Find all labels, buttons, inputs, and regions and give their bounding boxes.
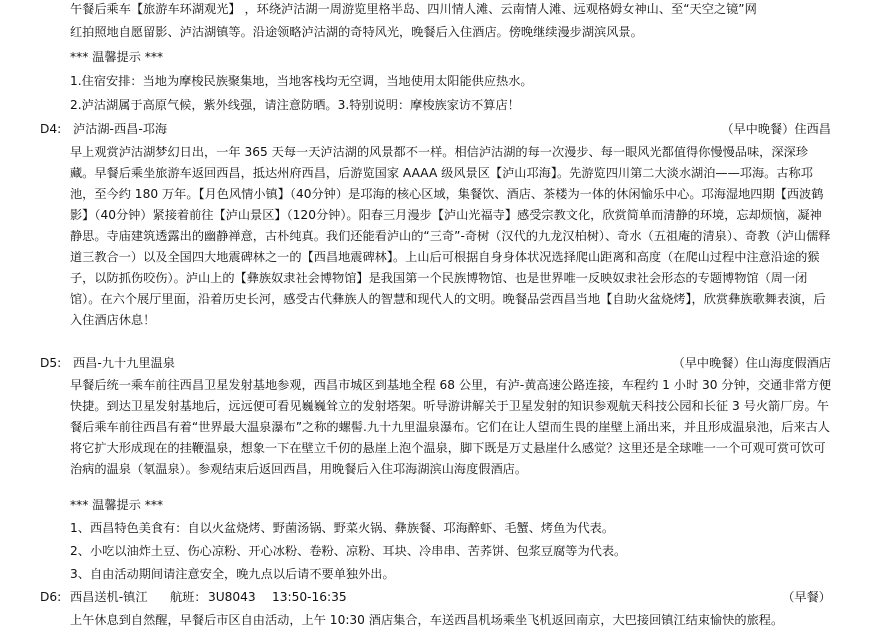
intro-line-2: 红拍照地自愿留影、泸沽湖镇等。沿途领略泸沽湖的奇特风光，晚餐后入住酒店。傍晚继续漫步湖滨风景。 [70,25,643,39]
day-6-flight-time: 13:50-16:35 [272,590,347,604]
day-4-route: 泸沽湖-西昌-邛海 [73,122,168,136]
day-5-route: 西昌-九十九里温泉 [73,356,175,370]
tips-2-label: *** 温馨提示 *** [70,498,164,512]
tips-1-item: 2.泸沽湖属于高原气候，紫外线强，请注意防晒。3.特别说明：摩梭族家访不算店！ [70,98,520,112]
tips-1-item: 1.住宿安排：当地为摩梭民族聚集地，当地客栈均无空调，当地使用太阳能供应热水。 [70,74,533,88]
day-4-number: D4: [40,122,62,136]
tips-2-item: 2、小吃以油炸土豆、伤心凉粉、开心冰粉、卷粉、凉粉、耳块、冷串串、苦荞饼、包浆豆腐等为代表。 [70,544,627,558]
tips-2-item: 3、自由活动期间请注意安全，晚九点以后请不要单独外出。 [70,567,395,581]
day-6-route: 西昌送机-镇江 [70,590,148,604]
day-6-meals: （早餐） [782,590,831,604]
day-6-description: 上午休息到自然醒，早餐后市区自由活动，上午 10:30 酒店集合，车送西昌机场乘坐飞机返回南京，大巴接回镇江结束愉快的旅程。 [70,613,784,627]
day-4-description: 早上观赏泸沽湖梦幻日出，一年 365 天每一天泸沽湖的风景都不一样。相信泸沽湖的每一次漫步、每一眼风光都值得你慢慢品味，深深珍藏。早餐后乘坐旅游车返回西昌，抵达州府西昌，后游览国家 AAAA 级风景区【泸山邛海】。先游览四川第二大淡水湖泊——邛海。古称邛池，至今约 180 万年。【月色风情小镇】（40分钟）是邛海的核心区域，集餐饮、酒店、茶楼为一体的休闲愉乐中心。邛海湿地四期【西波鹤影】（40分钟）紧接着前往【泸山景区】（120分钟）。阳春三月漫步【泸山光福寺】感受宗教文化，欣赏简单而清静的环境，忘却烦恼，凝神静思。寺庙建筑透露出的幽静禅意，古朴纯真。我们还能看泸山的“三奇”-奇树（汉代的九龙汉柏树）、奇水（五祖庵的清泉）、奇教（泸山儒释道三教合一）以及全国四大地震碑林之一的【西昌地震碑林】。上山后可根据自身身体状况选择爬山距离和高度（在爬山过程中注意沿途的猴子，以防抓伤咬伤）。泸山上的【彝族奴隶社会博物馆】是我国第一个民族博物馆、也是世界唯一反映奴隶社会形态的专题博物馆（周一闭馆）。在六个展厅里面，沿着历史长河，感受古代彝族人的智慧和现代人的文明。晚餐品尝西昌当地【自助火盆烧烤】，欣赏彝族歌舞表演，后入住酒店休息！ [70,145,831,327]
day-5-description: 早餐后统一乘车前往西昌卫星发射基地参观，西昌市城区到基地全程 68 公里，有泸-黄高速公路连接，车程约 1 小时 30 分钟，交通非常方便快捷。到达卫星发射基地后，远远便可看见巍巍耸立的发射塔架。听导游讲解关于卫星发射的知识参观航天科技公园和长征 3 号火箭厂房。午餐后乘车前往西昌有着“世界最大温泉瀑布”之称的螺髻.九十九里温泉瀑布。它们在让人望而生畏的崖壁上涌出来，并且形成温泉池，后来古人将它扩大形成现在的挂鞭温泉，想象一下在壁立千仞的悬崖上泡个温泉，脚下既是万丈悬崖什么感觉？这里还是全球唯一一个可观可赏可饮可治病的温泉（氡温泉）。参观结束后返回西昌，用晚餐后入住邛海湖滨山海度假酒店。 [70,378,832,476]
day-6-flight-label: 航班： [170,590,207,604]
tips-2-item: 1、西昌特色美食有：自以火盆烧烤、野菌汤锅、野菜火锅、彝族餐、邛海醉虾、毛蟹、烤鱼为代表。 [70,521,615,535]
day-6-flight-number: 3U8043 [208,590,256,604]
day-5-number: D5: [40,356,62,370]
day-5-meals-hotel: （早中晚餐）住山海度假酒店 [672,356,831,370]
day-6-number: D6: [40,590,62,604]
intro-line-1: 午餐后乘车【旅游车环湖观光】 ，环绕泸沽湖一周游览里格半岛、四川情人滩、云南情人滩、远观格姆女神山、至“天空之镜”网 [70,2,757,16]
tips-1-label: *** 温馨提示 *** [70,50,164,64]
day-4-meals-hotel: （早中晚餐）住西昌 [721,122,831,136]
